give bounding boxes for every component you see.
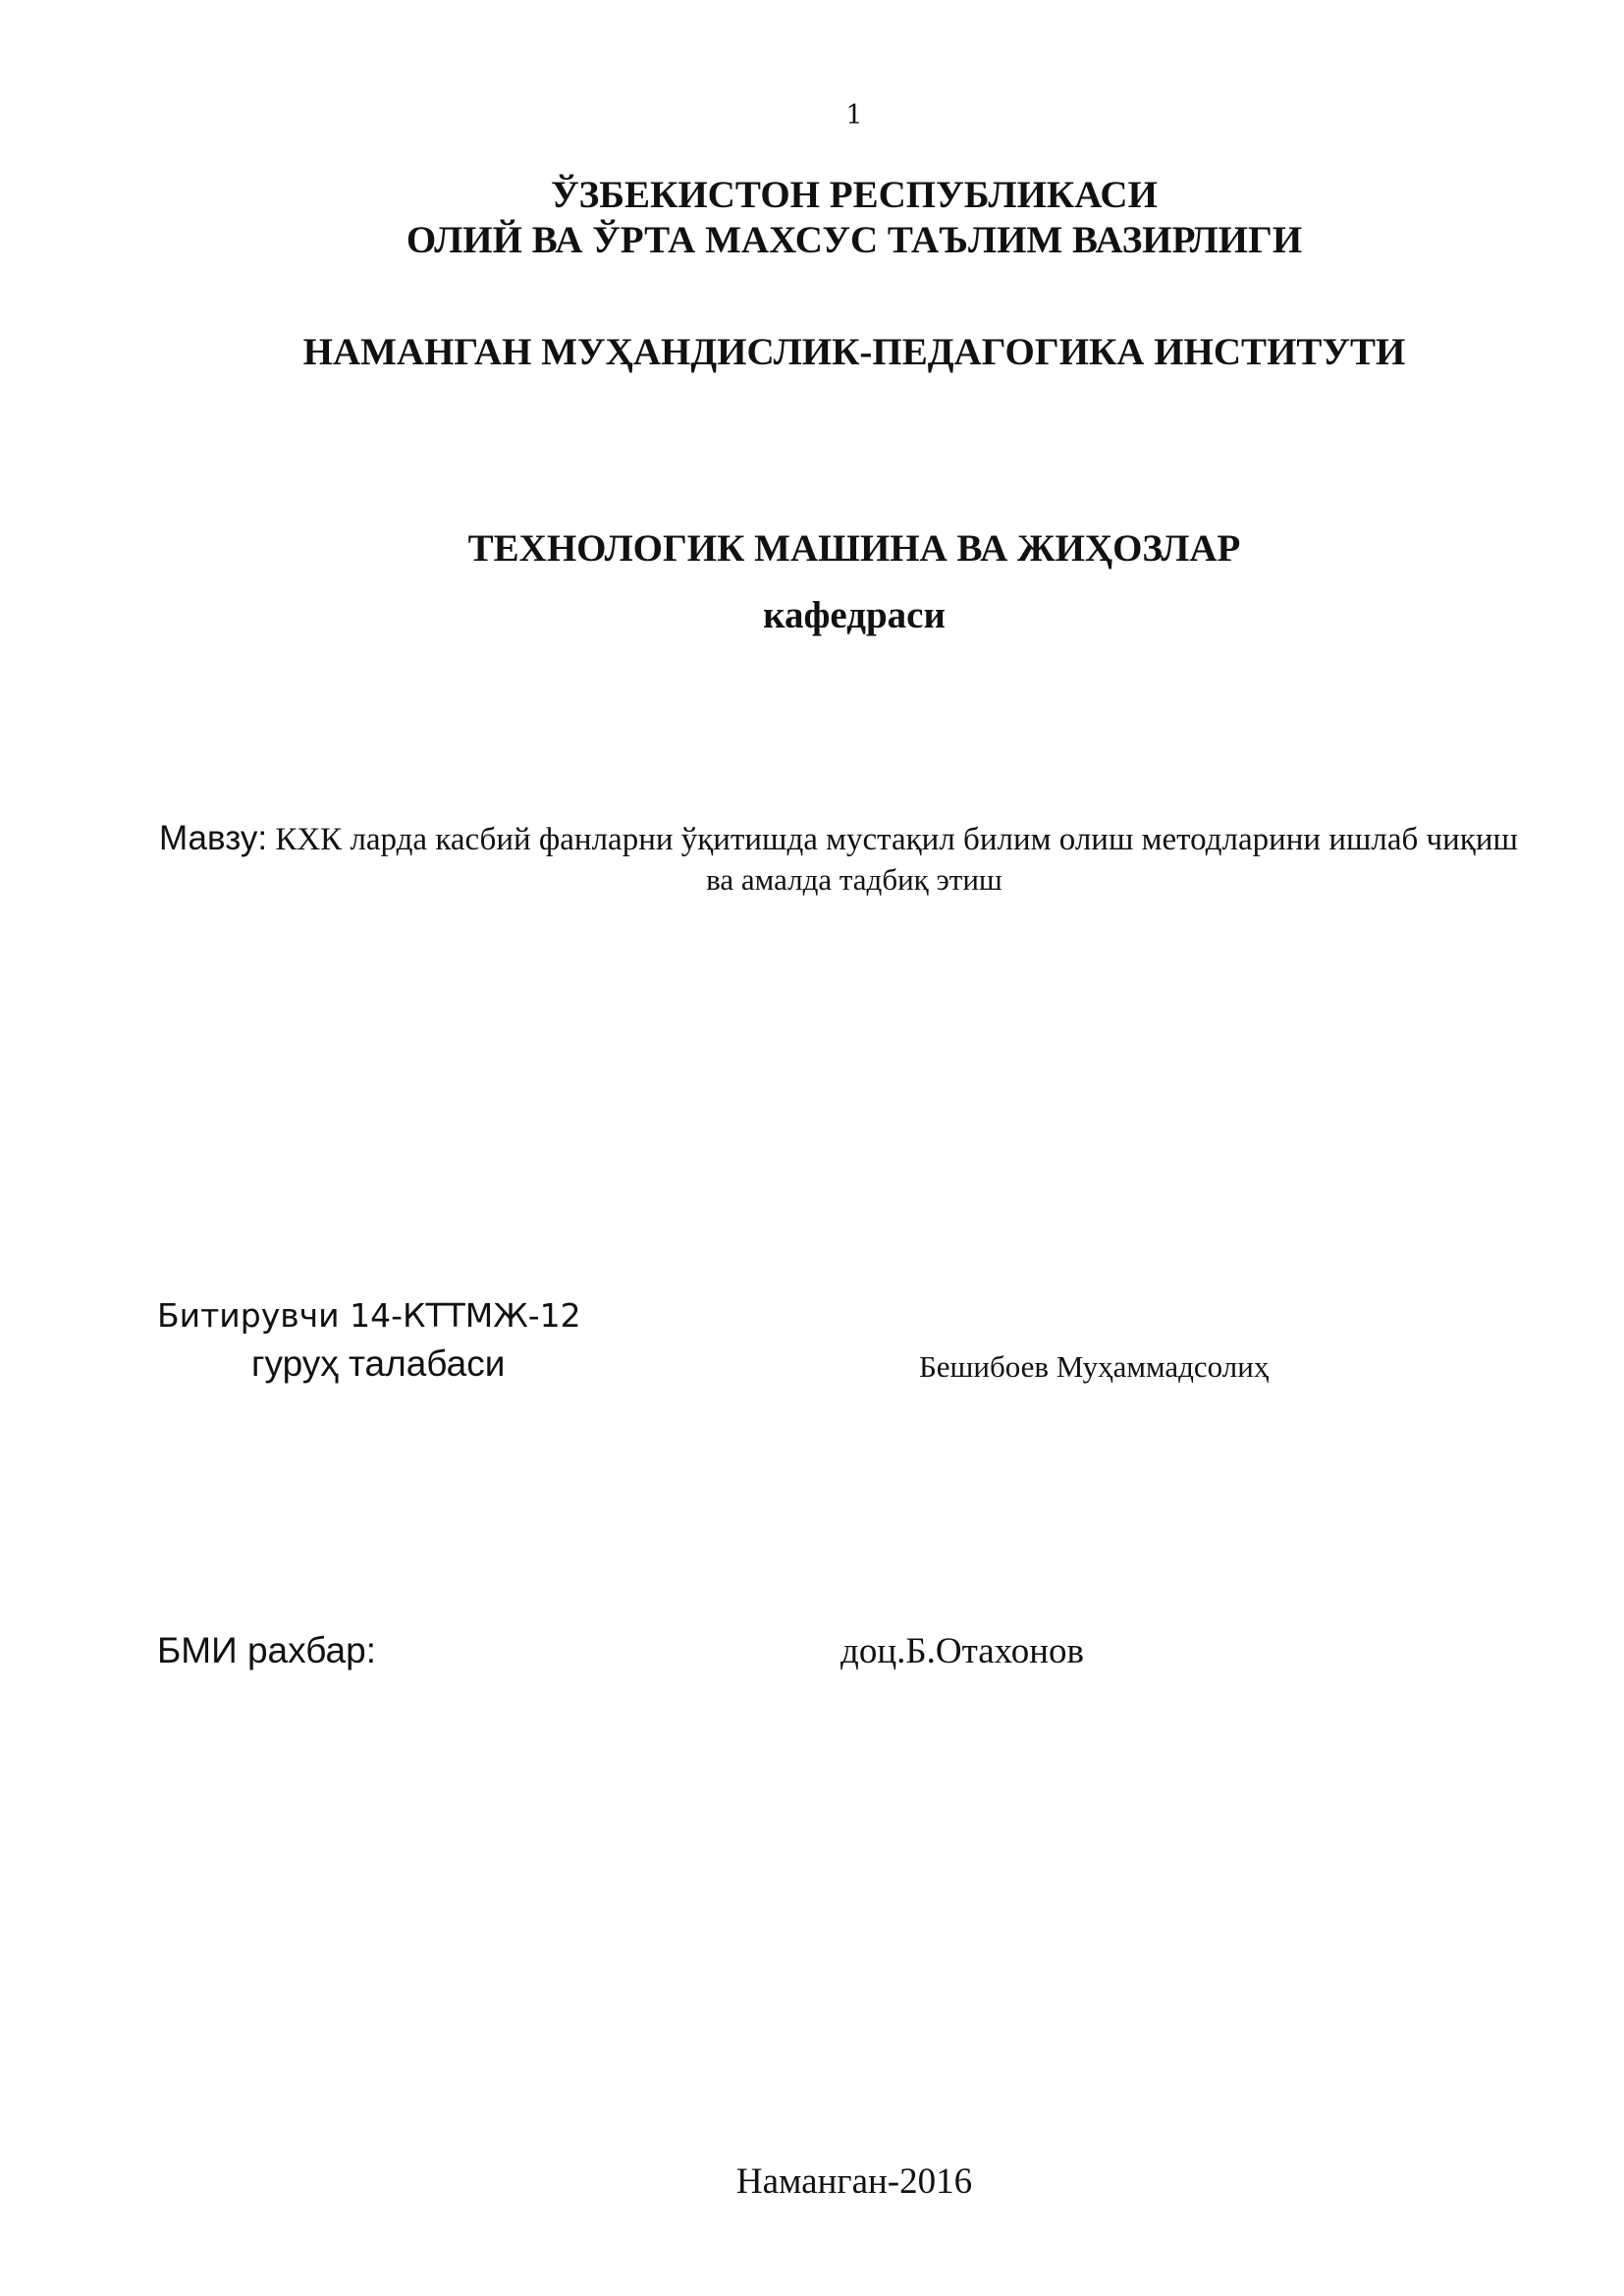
student-label-line-2: гуруҳ талабаси [251,1343,506,1384]
department-suffix: кафедраси [763,594,946,636]
topic-line-1 [159,819,1518,858]
student-name: Бешибоев Муҳаммадсолиҳ [919,1349,1270,1384]
supervisor-name: доц.Б.Отахонов [840,1631,1084,1671]
institute-heading: НАМАНГАН МУҲАНДИСЛИК-ПЕДАГОГИКА ИНСТИТУТИ [302,331,1406,373]
topic-text-line-1: КХК ларда касбий фанларни ўқитишда мустақил билим олиш методларини ишлаб чиқиш [275,822,1518,857]
city-year: Наманган-2016 [735,2161,973,2202]
student-label-line-1: Битирувчи 14-КТТМЖ-12 [157,1296,581,1335]
page-number: 1 [845,100,863,131]
department-heading: ТЕХНОЛОГИК МАШИНА ВА ЖИҲОЗЛАР [467,527,1241,570]
topic-text-line-2: ва амалда тадбиқ этиш [706,862,1002,897]
ministry-heading: ОЛИЙ ВА ЎРТА МАХСУС ТАЪЛИМ ВАЗИРЛИГИ [406,219,1303,261]
supervisor-label: БМИ рахбар: [157,1630,376,1670]
country-heading: ЎЗБЕКИСТОН РЕСПУБЛИКАСИ [551,174,1158,216]
topic-label: Мавзу: [159,819,268,857]
